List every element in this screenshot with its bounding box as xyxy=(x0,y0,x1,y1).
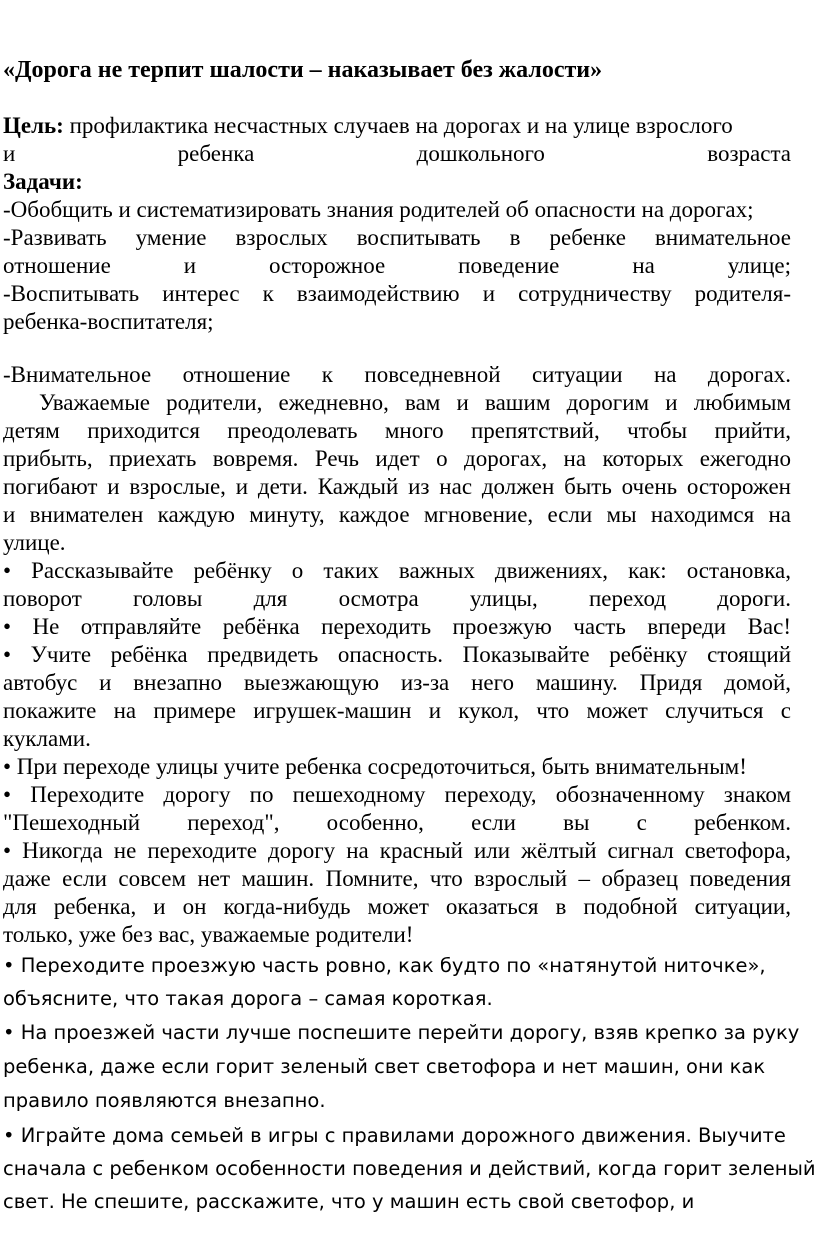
list-item: • На проезжей части лучше поспешите перейти дорогу, взяв крепко за руку xyxy=(3,1021,800,1044)
paragraph-line: детям приходится преодолевать много препятствий, чтобы прийти, xyxy=(3,418,791,443)
goal-line xyxy=(3,112,791,140)
list-item-continued: правило появляются внезапно. xyxy=(3,1089,326,1112)
list-item: • Не отправляйте ребёнка переходить проезжую часть впереди Вас! xyxy=(3,614,791,639)
paragraph-line: прибыть, приехать вовремя. Речь идет о дорогах, на которых ежегодно xyxy=(3,446,791,471)
paragraph-line: -Внимательное отношение к повседневной ситуации на дорогах. xyxy=(3,362,791,387)
list-item-continued: для ребенка, и он когда-нибудь может оказаться в подобной ситуации, xyxy=(3,894,791,919)
list-item-continued: ребенка, даже если горит зеленый свет светофора и нет машин, они как xyxy=(3,1055,766,1078)
list-item: • Переходите дорогу по пешеходному переходу, обозначенному знаком xyxy=(3,782,791,807)
paragraph-line: -Обобщить и систематизировать знания родителей об опасности на дорогах; xyxy=(3,197,754,222)
list-item-continued: куклами. xyxy=(3,726,91,751)
list-item: • Переходите проезжую часть ровно, как будто по «натянутой ниточке», xyxy=(3,954,766,977)
document-title: «Дорога не терпит шалости – наказывает без жалости» xyxy=(3,57,603,83)
paragraph-line: -Развивать умение взрослых воспитывать в ребенке внимательное xyxy=(3,225,791,250)
list-item-continued: даже если совсем нет машин. Помните, что взрослый – образец поведения xyxy=(3,866,791,891)
list-item-continued: объясните, что такая дорога – самая короткая. xyxy=(3,987,493,1010)
list-item: • Никогда не переходите дорогу на красный или жёлтый сигнал светофора, xyxy=(3,838,791,863)
paragraph-line: ребенка-воспитателя; xyxy=(3,309,214,334)
list-item-continued: свет. Не спешите, расскажите, что у машин есть свой светофор, и xyxy=(3,1190,695,1213)
list-item: • Учите ребёнка предвидеть опасность. Показывайте ребёнку стоящий xyxy=(3,642,791,667)
list-item-continued: поворот головы для осмотра улицы, переход дороги. xyxy=(3,586,791,611)
goal-text-continued: и ребенка дошкольного возраста xyxy=(3,141,791,166)
list-item-continued: покажите на примере игрушек-машин и кукол, что может случиться с xyxy=(3,698,791,723)
list-item-continued: "Пешеходный переход", особенно, если вы с ребенком. xyxy=(3,810,791,835)
paragraph-line: Уважаемые родители, ежедневно, вам и вашим дорогим и любимым xyxy=(39,390,791,415)
paragraph-line: погибают и взрослые, и дети. Каждый из нас должен быть очень осторожен xyxy=(3,474,791,499)
list-item-continued: только, уже без вас, уважаемые родители! xyxy=(3,922,414,947)
list-item: • Рассказывайте ребёнку о таких важных движениях, как: остановка, xyxy=(3,558,791,583)
goal-label: Цель: xyxy=(3,113,64,138)
tasks-label: Задачи: xyxy=(3,169,83,194)
goal-text: профилактика несчастных случаев на дорогах и на улице взрослого xyxy=(63,113,733,138)
list-item-continued: сначала с ребенком особенности поведения и действий, когда горит зеленый xyxy=(3,1157,816,1180)
list-item-continued: автобус и внезапно выезжающую из-за него машину. Придя домой, xyxy=(3,670,791,695)
paragraph-line: улице. xyxy=(3,530,66,555)
paragraph-line: -Воспитывать интерес к взаимодействию и сотрудничеству родителя- xyxy=(3,281,791,306)
paragraph-line: отношение и осторожное поведение на улице; xyxy=(3,253,791,278)
list-item: • Играйте дома семьей в игры с правилами дорожного движения. Выучите xyxy=(3,1124,786,1147)
paragraph-line: и внимателен каждую минуту, каждое мгновение, если мы находимся на xyxy=(3,502,791,527)
list-item: • При переходе улицы учите ребенка сосредоточиться, быть внимательным! xyxy=(3,754,747,779)
